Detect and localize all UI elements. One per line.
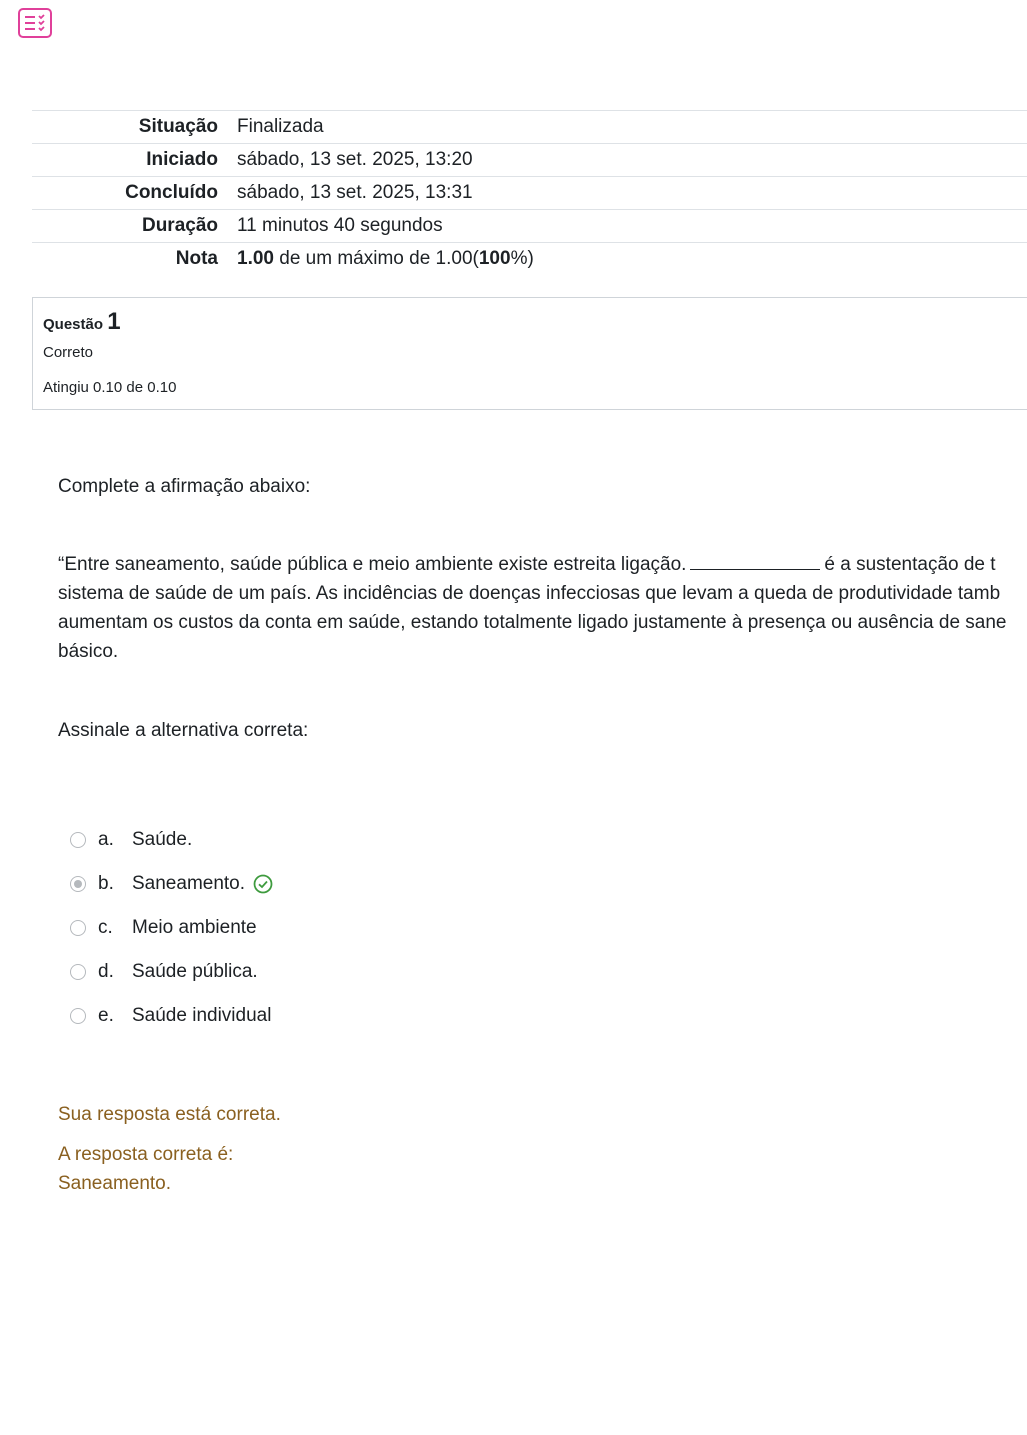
check-circle-icon xyxy=(253,874,273,894)
option-e[interactable] xyxy=(70,994,670,1038)
feedback-text: Sua resposta está correta. xyxy=(58,1104,281,1125)
summary-key: Nota xyxy=(32,243,237,276)
radio-c[interactable] xyxy=(70,920,86,936)
summary-key: Iniciado xyxy=(32,144,237,177)
radio-e[interactable] xyxy=(70,1008,86,1024)
right-answer-label: A resposta correta é: xyxy=(58,1144,234,1165)
option-c[interactable] xyxy=(70,906,670,950)
question-quote xyxy=(58,550,1027,666)
option-letter: c. xyxy=(98,917,113,938)
option-text: Saúde. xyxy=(132,829,193,850)
summary-row-completed xyxy=(32,177,1027,210)
grade-suffix: %) xyxy=(510,248,534,269)
option-letter: d. xyxy=(98,961,114,982)
option-text: Saneamento. xyxy=(132,873,246,894)
summary-value: sábado, 13 set. 2025, 13:31 xyxy=(237,177,1027,210)
radio-d[interactable] xyxy=(70,964,86,980)
option-d[interactable] xyxy=(70,950,670,994)
question-state: Correto xyxy=(43,344,94,361)
radio-b[interactable] xyxy=(70,876,86,892)
summary-row-duration xyxy=(32,210,1027,243)
summary-row-state xyxy=(32,111,1027,144)
summary-key: Concluído xyxy=(32,177,237,210)
quote-after-blank: é a sustentação de t xyxy=(824,554,996,575)
right-answer xyxy=(58,1140,233,1198)
option-text: Meio ambiente xyxy=(132,917,257,938)
question-label: Questão xyxy=(43,316,104,333)
grade-percent: 100 xyxy=(478,248,511,269)
question-info-box xyxy=(32,297,1027,410)
quiz-navigation-icon[interactable] xyxy=(18,8,52,38)
option-text: Saúde individual xyxy=(132,1005,272,1026)
option-letter: b. xyxy=(98,873,114,894)
summary-row-started xyxy=(32,144,1027,177)
quote-line-1 xyxy=(58,550,1027,579)
grade-middle: de um máximo de 1.00( xyxy=(273,248,479,269)
summary-value: 11 minutos 40 segundos xyxy=(237,210,1027,243)
radio-a[interactable] xyxy=(70,832,86,848)
summary-value: Finalizada xyxy=(237,111,1027,144)
option-letter: a. xyxy=(98,829,114,850)
grade-value xyxy=(237,243,1027,276)
blank-line xyxy=(690,553,820,570)
quote-line-3: aumentam os custos da conta em saúde, estando totalmente ligado justamente à presença ou ausência de sane xyxy=(58,612,1007,633)
quote-start: “Entre saneamento, saúde pública e meio ambiente existe estreita ligação. xyxy=(58,554,687,575)
summary-value: sábado, 13 set. 2025, 13:20 xyxy=(237,144,1027,177)
question-number xyxy=(43,308,121,336)
question-intro: Complete a afirmação abaixo: xyxy=(58,476,311,497)
question-prompt: Assinale a alternativa correta: xyxy=(58,720,309,741)
quote-line-2: sistema de saúde de um país. As incidências de doenças infecciosas que levam a queda de produtividade tamb xyxy=(58,583,1001,604)
summary-key: Situação xyxy=(32,111,237,144)
right-answer-value: Saneamento. xyxy=(58,1173,172,1194)
summary-key: Duração xyxy=(32,210,237,243)
option-text: Saúde pública. xyxy=(132,961,258,982)
option-letter: e. xyxy=(98,1005,114,1026)
option-b[interactable] xyxy=(70,862,670,906)
attempt-summary-table xyxy=(32,110,1027,275)
quote-line-4: básico. xyxy=(58,641,119,662)
answer-options xyxy=(70,818,670,1038)
grade-score: 1.00 xyxy=(237,248,274,269)
summary-row-grade xyxy=(32,243,1027,276)
question-grade: Atingiu 0.10 de 0.10 xyxy=(43,379,177,396)
question-number-value: 1 xyxy=(107,308,121,335)
option-a[interactable] xyxy=(70,818,670,862)
